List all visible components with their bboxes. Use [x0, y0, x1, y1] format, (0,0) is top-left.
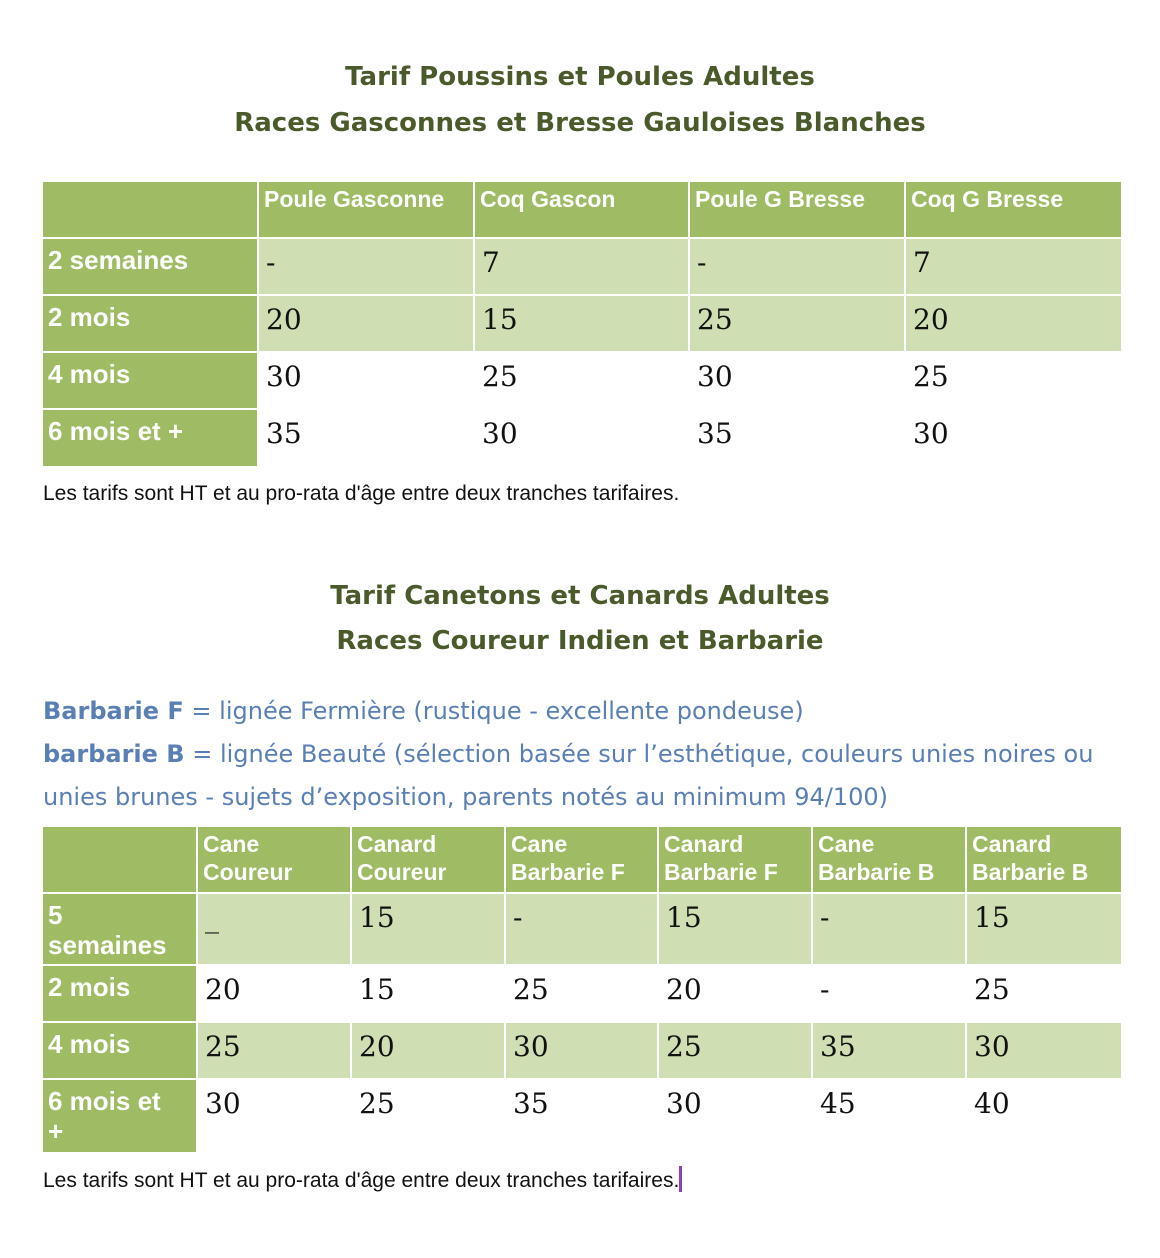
price-cell: 7	[906, 239, 1121, 296]
header-line: Cane	[818, 831, 875, 857]
barbarie-legend	[43, 690, 1133, 819]
header-line: Barbarie B	[818, 859, 935, 885]
legend-line-fermiere	[43, 690, 1133, 733]
price-cell: 15	[659, 894, 813, 966]
price-cell: 15	[352, 966, 506, 1023]
row-label: 6 mois et +	[43, 410, 259, 466]
price-cell: 20	[352, 1023, 506, 1080]
price-cell: 25	[690, 296, 906, 353]
price-cell: 30	[259, 353, 475, 410]
section2-subtitle: Races Coureur Indien et Barbarie	[336, 626, 824, 656]
table1-col-header: Poule Gasconne	[259, 182, 475, 239]
label-line: 5	[48, 900, 63, 930]
table-row	[43, 1080, 1121, 1152]
header-line: Cane	[203, 831, 260, 857]
row-label	[43, 966, 198, 1023]
table1-col-header: Poule G Bresse	[690, 182, 906, 239]
table1-col-header: Coq G Bresse	[906, 182, 1121, 239]
table2-col-header	[967, 827, 1121, 894]
label-line: 6 mois et	[48, 1086, 161, 1116]
header-line: Coureur	[203, 859, 293, 885]
duck-price-table	[43, 827, 1121, 1152]
table-row	[43, 966, 1121, 1023]
chicken-price-table	[43, 182, 1121, 466]
price-cell: 25	[198, 1023, 352, 1080]
price-cell: 35	[813, 1023, 967, 1080]
price-cell: 15	[352, 894, 506, 966]
price-cell: 25	[475, 353, 690, 410]
row-label	[43, 1080, 198, 1152]
price-cell: 30	[506, 1023, 659, 1080]
price-cell: 30	[659, 1080, 813, 1152]
price-cell: 25	[352, 1080, 506, 1152]
row-label	[43, 894, 198, 966]
table-row	[43, 239, 1121, 296]
header-line: Barbarie B	[972, 859, 1089, 885]
legend-definition: = lignée Beauté (sélection basée sur l’esthétique, couleurs unies noires ou unies brunes - sujets d’exposition, parents notés au minimum 94/100)	[43, 740, 1094, 811]
pricing-note: Les tarifs sont HT et au pro-rata d'âge entre deux tranches tarifaires.	[43, 482, 680, 505]
price-cell: 35	[259, 410, 475, 466]
price-cell: 35	[506, 1080, 659, 1152]
legend-line-beaute	[43, 733, 1133, 819]
text-cursor	[679, 1166, 682, 1192]
price-cell: 20	[906, 296, 1121, 353]
legend-term: barbarie B	[43, 740, 185, 768]
table2-col-header	[198, 827, 352, 894]
pricing-note-text: Les tarifs sont HT et au pro-rata d'âge entre deux tranches tarifaires.	[43, 1169, 680, 1192]
price-cell: 30	[198, 1080, 352, 1152]
label-line: semaines	[48, 930, 167, 960]
header-line: Canard	[664, 831, 744, 857]
price-cell: 25	[906, 353, 1121, 410]
table-row	[43, 894, 1121, 966]
table2-col-header	[659, 827, 813, 894]
table-row	[43, 296, 1121, 353]
pricing-note-2[interactable]	[43, 1166, 682, 1193]
header-line: Canard	[972, 831, 1052, 857]
label-line: 2 mois	[48, 972, 131, 1002]
price-cell: -	[813, 894, 967, 966]
price-cell: 20	[198, 966, 352, 1023]
row-label: 2 mois	[43, 296, 259, 353]
price-cell: 20	[259, 296, 475, 353]
price-cell: 7	[475, 239, 690, 296]
price-cell: 30	[967, 1023, 1121, 1080]
price-cell: 30	[690, 353, 906, 410]
table-row	[43, 353, 1121, 410]
table2-col-header	[506, 827, 659, 894]
price-cell: 15	[967, 894, 1121, 966]
price-cell: 35	[690, 410, 906, 466]
legend-definition: = lignée Fermière (rustique - excellente pondeuse)	[183, 697, 804, 725]
price-cell: 25	[659, 1023, 813, 1080]
price-cell: 25	[967, 966, 1121, 1023]
header-line: Cane	[511, 831, 568, 857]
legend-term: Barbarie F	[43, 697, 184, 725]
price-cell: 30	[913, 417, 949, 450]
row-label	[43, 1023, 198, 1080]
table2-corner	[43, 827, 198, 894]
table2-col-header	[813, 827, 967, 894]
label-line: +	[48, 1116, 64, 1146]
label-line: 4 mois	[48, 1029, 131, 1059]
section1-subtitle: Races Gasconnes et Bresse Gauloises Blanches	[234, 108, 926, 138]
header-line: Barbarie F	[664, 859, 778, 885]
price-cell: 30	[475, 410, 690, 466]
header-line: Coureur	[357, 859, 447, 885]
row-label: 2 semaines	[43, 239, 259, 296]
section1-title: Tarif Poussins et Poules Adultes	[345, 62, 815, 92]
table-row	[43, 410, 1121, 466]
price-cell: 45	[813, 1080, 967, 1152]
row-label: 4 mois	[43, 353, 259, 410]
price-cell: _	[198, 894, 352, 966]
price-cell: 40	[974, 1087, 1010, 1120]
table-row	[43, 1023, 1121, 1080]
price-cell: -	[506, 894, 659, 966]
table1-col-header: Coq Gascon	[475, 182, 690, 239]
header-line: Barbarie F	[511, 859, 625, 885]
header-line: Canard	[357, 831, 437, 857]
section2-title: Tarif Canetons et Canards Adultes	[330, 581, 830, 611]
table1-corner	[43, 182, 259, 239]
price-cell: -	[813, 966, 967, 1023]
price-cell: 20	[659, 966, 813, 1023]
table2-col-header	[352, 827, 506, 894]
price-cell: -	[690, 239, 906, 296]
price-cell: -	[259, 239, 475, 296]
price-cell: 25	[506, 966, 659, 1023]
price-cell: 15	[475, 296, 690, 353]
